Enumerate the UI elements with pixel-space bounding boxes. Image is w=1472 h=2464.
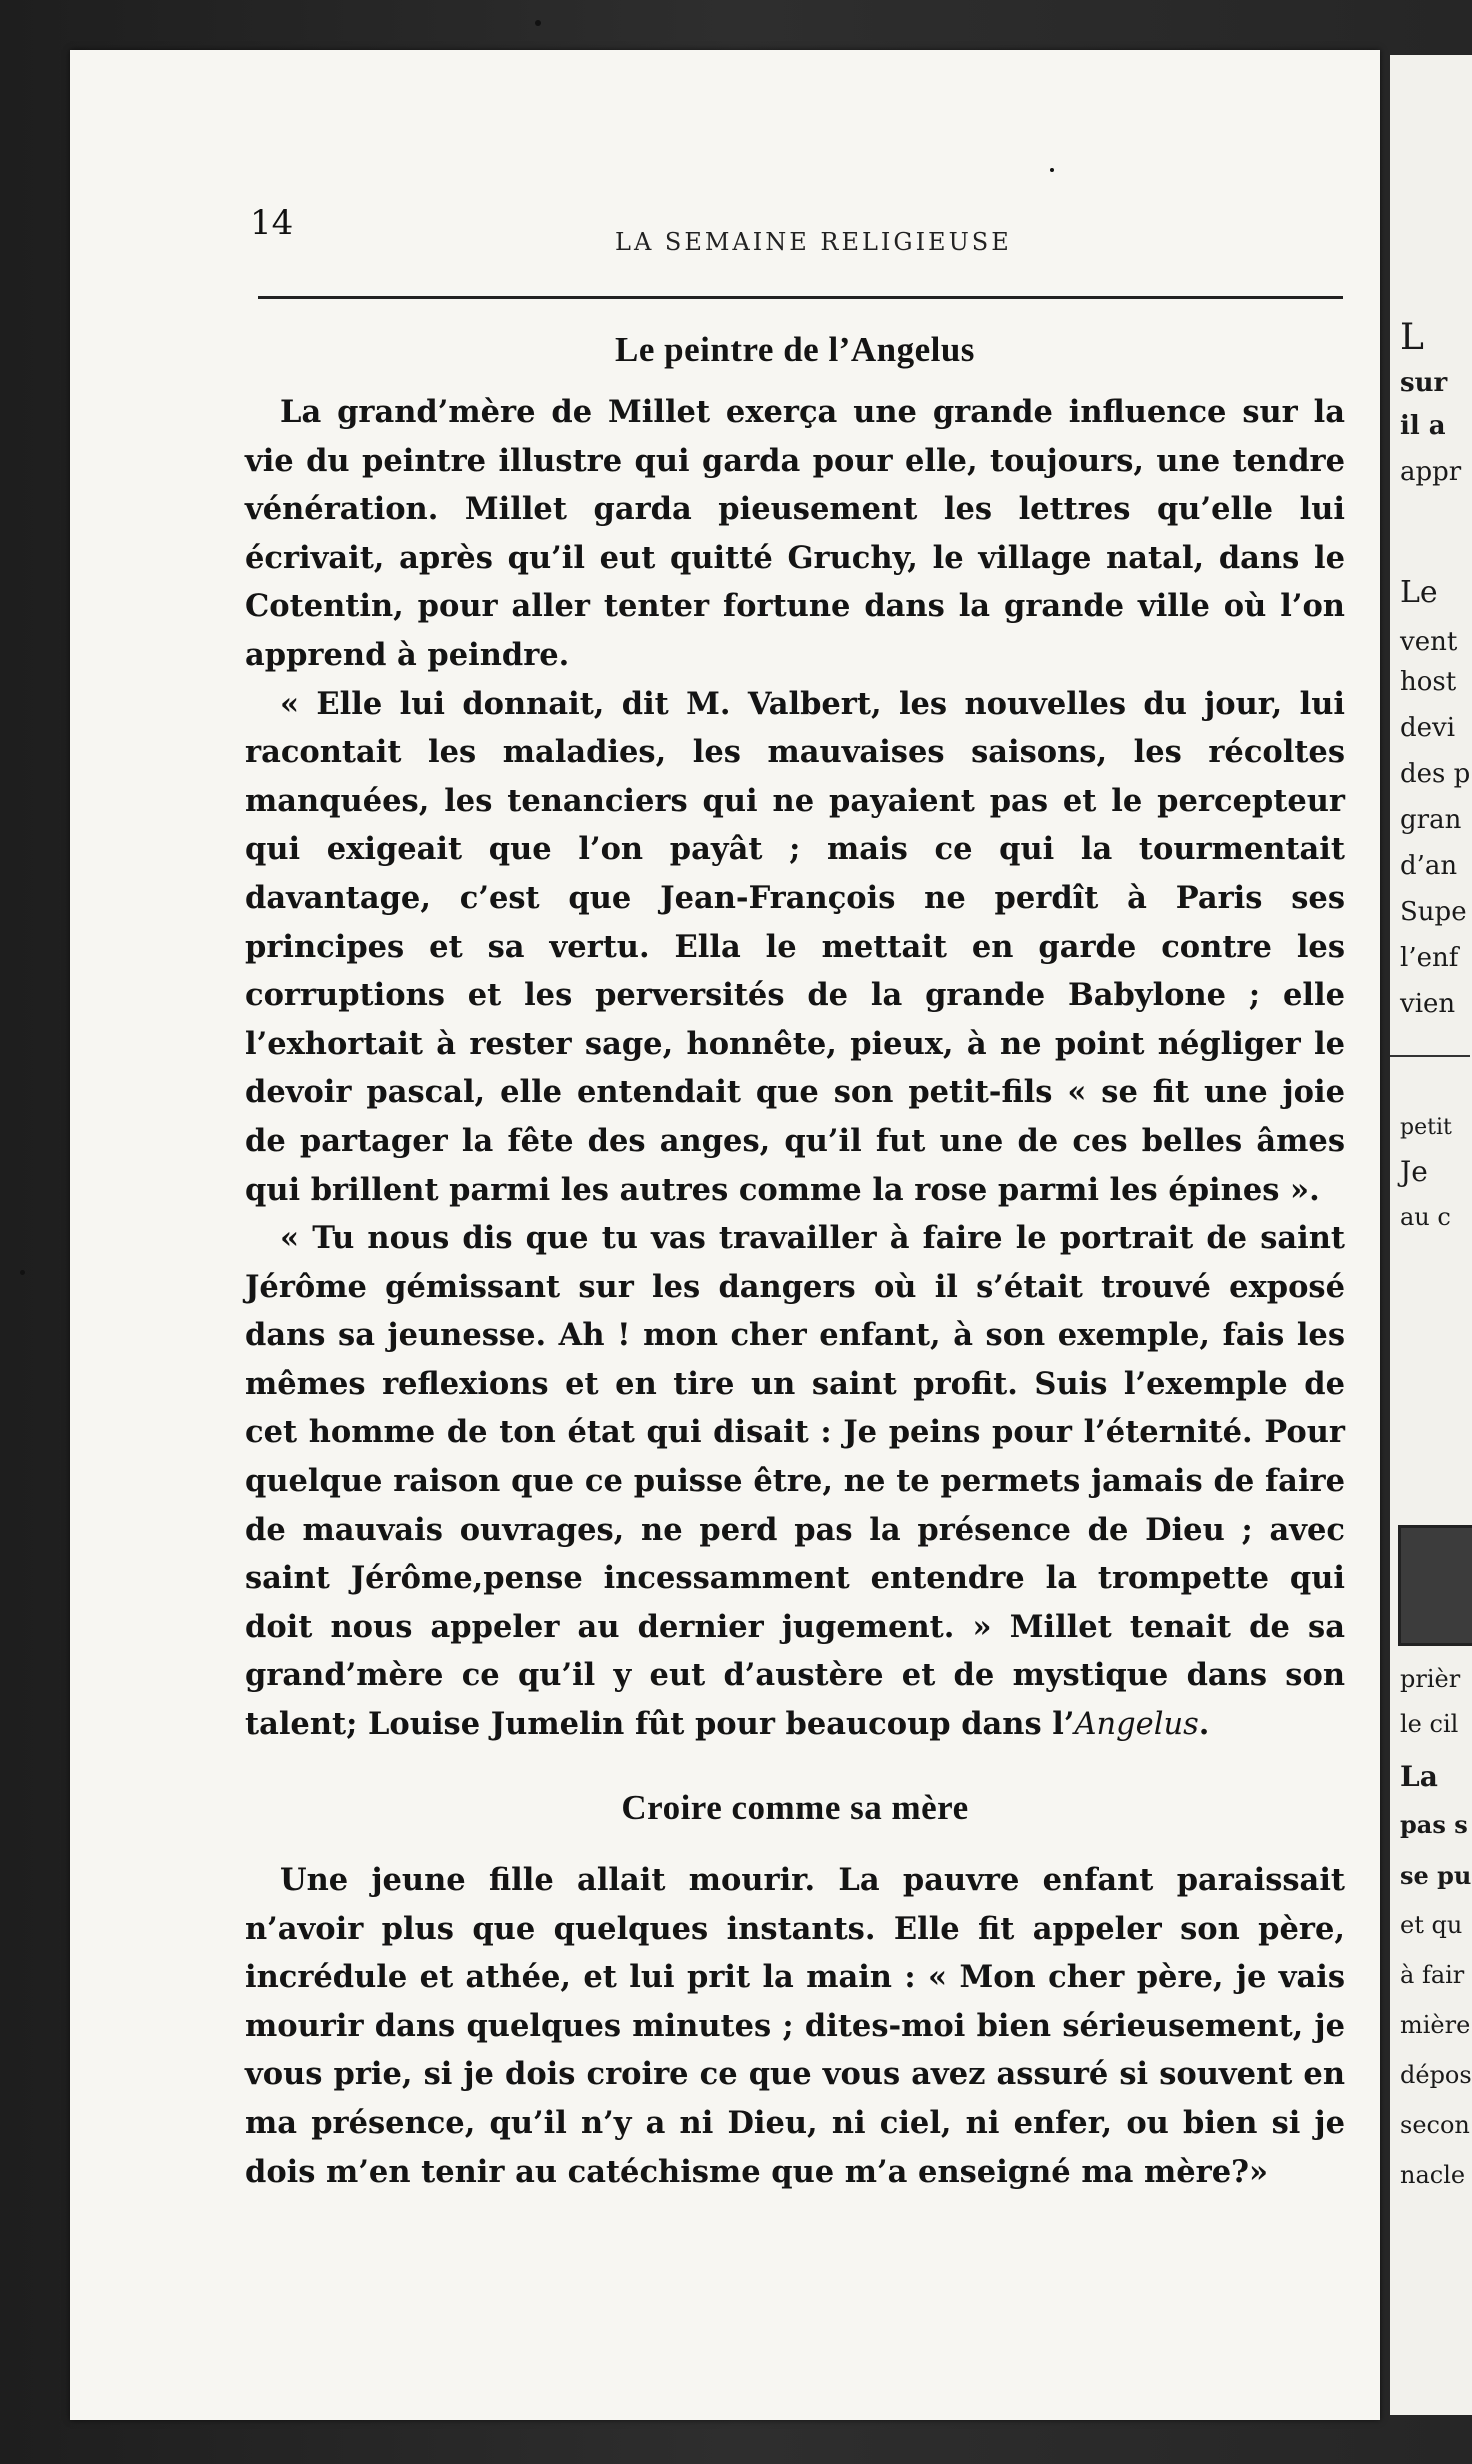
facing-fragment: host: [1400, 667, 1457, 697]
facing-page-edge: [1390, 55, 1472, 2415]
paragraph-text: « Tu nous dis que tu vas travailler à faire le portrait de saint Jérôme gémissant sur les dangers où il s’était trouvé exposé dans sa jeunesse. Ah ! mon cher enfant, à son exemple, fais les mêmes reflexions et en tire un saint profit. Suis l’exemple de cet homme de ton état qui disait : Je peins pour l’éternité. Pour quelque raison que ce puisse être, ne te permets jamais de faire de mauvais ouvrages, ne perd pas la présence de Dieu ; avec saint Jérôme,pense incessamment entendre la trompette qui doit nous appeler au dernier jugement. » Millet tenait de sa grand’mère ce qu’il y eut d’austère et de mystique dans son talent; Louise Jumelin fût pour beaucoup dans l’: [245, 1220, 1345, 1743]
facing-fragment: secon: [1400, 2111, 1470, 2139]
facing-fragment: au c: [1400, 1203, 1451, 1231]
article-paragraph: Une jeune fille allait mourir. La pauvre enfant paraissait n’avoir plus que quelques instants. Elle fit appeler son père, incrédule et athée, et lui prit la main : « Mon cher père, je vais mourir dans quelques minutes ; dites-moi bien sérieusement, je vous prie, si je dois croire ce que vous avez assuré si souvent en ma présence, qu’il n’y a ni Dieu, ni ciel, ni enfer, ou bien si je dois m’en tenir au catéchisme que m’a enseigné ma mère?»: [245, 1862, 1345, 2190]
facing-rule: [1390, 1055, 1470, 1057]
decorative-initial: [1398, 1525, 1472, 1646]
facing-fragment: se pu: [1400, 1861, 1472, 1890]
facing-fragment: vent: [1400, 627, 1458, 657]
facing-fragment: gran: [1400, 805, 1462, 835]
facing-fragment: et qu: [1400, 1911, 1463, 1939]
facing-fragment: Je: [1400, 1155, 1428, 1188]
facing-fragment: L: [1400, 317, 1424, 358]
facing-fragment: l’enf: [1400, 943, 1459, 973]
facing-fragment: mière: [1400, 2011, 1471, 2039]
page-number: 14: [250, 203, 294, 243]
facing-fragment: Supe: [1400, 897, 1467, 927]
facing-fragment: pas s: [1400, 1810, 1468, 1839]
facing-fragment: d’an: [1400, 851, 1458, 881]
facing-fragment: vien: [1400, 989, 1456, 1019]
article-croire: [245, 1788, 1345, 2196]
facing-fragment: sur: [1400, 368, 1448, 398]
running-head-title: LA SEMAINE RELIGIEUSE: [615, 228, 1012, 256]
facing-fragment: petit: [1400, 1115, 1452, 1140]
facing-fragment: devi: [1400, 713, 1456, 743]
article-paragraph: La grand’mère de Millet exerça une grande influence sur la vie du peintre illustre qui garda pour elle, toujours, une tendre vénération. Millet garda pieusement les lettres qu’elle lui écrivait, après qu’il eut quitté Gruchy, le village natal, dans le Cotentin, pour aller tenter fortune dans la grande ville où l’on apprend à peindre.: [245, 394, 1345, 673]
facing-fragment: La: [1400, 1760, 1438, 1793]
article-title: Le peintre de l’Angelus: [615, 330, 975, 369]
scan-speck: [535, 20, 541, 26]
scan-speck: [1050, 168, 1054, 172]
facing-fragment: à fair: [1400, 1961, 1465, 1989]
facing-fragment: dépos: [1400, 2061, 1472, 2089]
facing-fragment: il a: [1400, 411, 1446, 441]
scan-speck: [20, 1270, 25, 1275]
facing-fragment: des p: [1400, 759, 1471, 789]
header-rule: [258, 296, 1343, 299]
article-paragraph: « Elle lui donnait, dit M. Valbert, les nouvelles du jour, lui racontait les maladies, les mauvaises saisons, les récoltes manquées, les tenanciers qui ne payaient pas et le percepteur qui exigeait que l’on payât ; mais ce qui la tourmentait davantage, c’est que Jean-François ne perdît à Paris ses principes et sa vertu. Ella le mettait en garde contre les corruptions et les perversités de la grande Babylone ; elle l’exhortait à rester sage, honnête, pieux, à ne point négliger le devoir pascal, elle entendait que son petit-fils « se fit une joie de partager la fête des anges, qu’il fut une de ces belles âmes qui brillent parmi les autres comme la rose parmi les épines ».: [245, 685, 1345, 1208]
facing-fragment: le cil: [1400, 1710, 1459, 1738]
facing-fragment: prièr: [1400, 1665, 1461, 1693]
facing-fragment: nacle: [1400, 2161, 1466, 2189]
article-paragraph: [245, 1214, 1345, 1750]
facing-fragment: appr: [1400, 457, 1462, 487]
facing-fragment: Le: [1400, 575, 1438, 610]
italic-title: Angelus: [1074, 1707, 1199, 1743]
article-angelus: [245, 330, 1345, 1750]
article-title: Croire comme sa mère: [621, 1788, 969, 1827]
paragraph-tail: .: [1198, 1706, 1210, 1743]
